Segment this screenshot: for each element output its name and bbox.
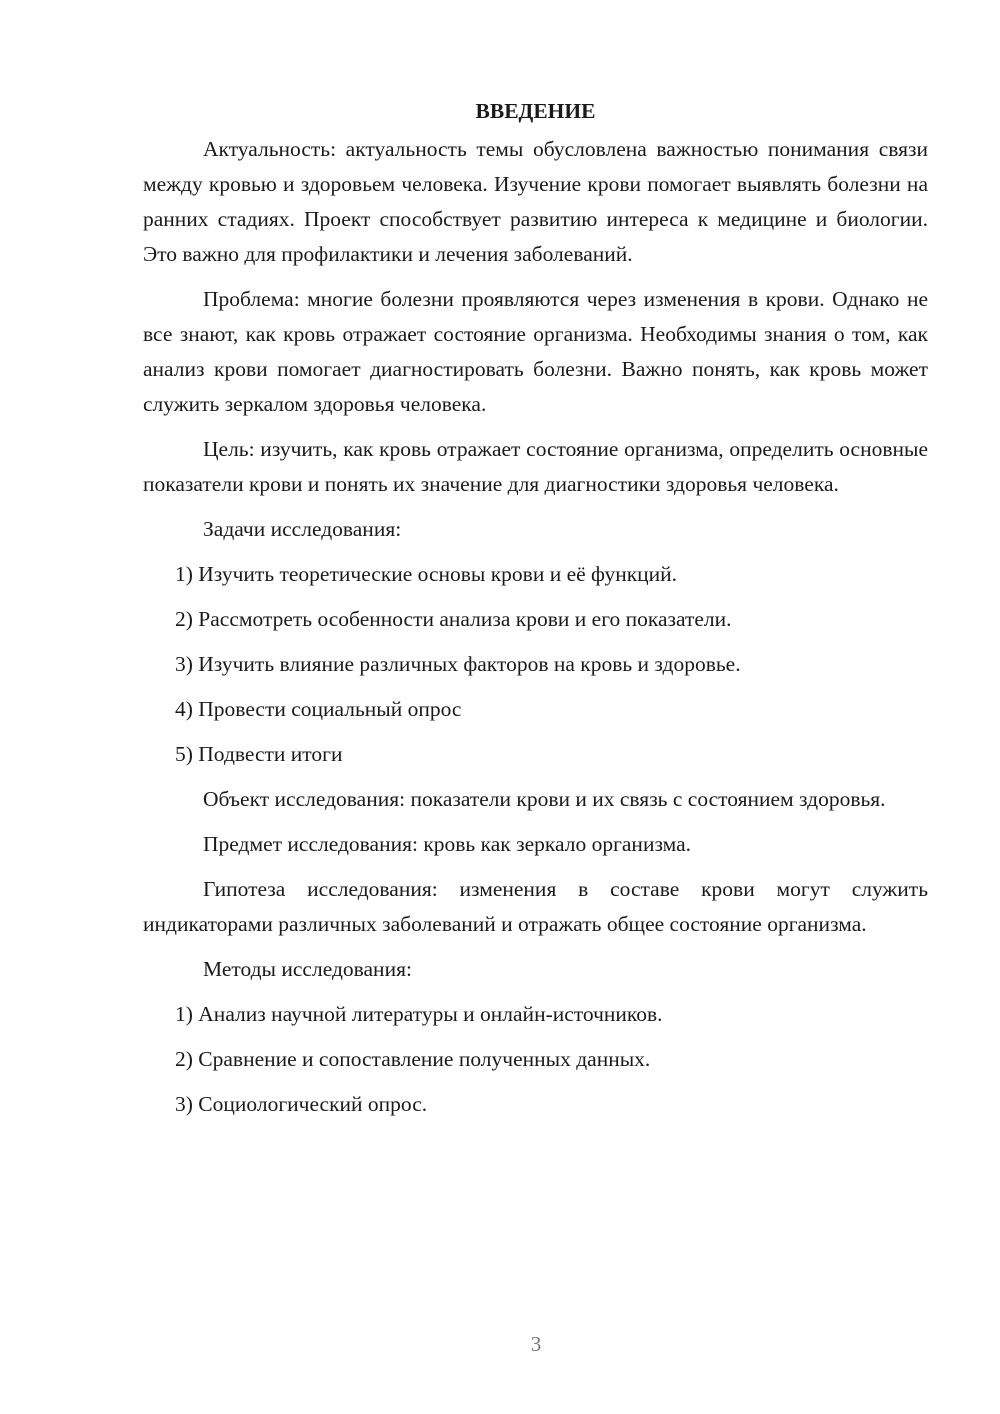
paragraph-goal: Цель: изучить, как кровь отражает состояние организма, определить основные показатели крови и понять их значение для диагностики здоровья человека.	[143, 437, 928, 496]
list-item: 4) Провести социальный опрос	[175, 697, 462, 721]
methods-heading: Методы исследования:	[203, 957, 412, 981]
list-item: 3) Изучить влияние различных факторов на кровь и здоровье.	[175, 652, 741, 676]
list-item: 3) Социологический опрос.	[175, 1092, 428, 1116]
paragraph-problem: Проблема: многие болезни проявляются через изменения в крови. Однако не все знают, как кровь отражает состояние организма. Необходимы знания о том, как анализ крови помогает диагностировать болезни. Важно понять, как кровь может служить зеркалом здоровья человека.	[143, 287, 928, 416]
paragraph-hypothesis: Гипотеза исследования: изменения в составе крови могут служить индикаторами различных заболеваний и отражать общее состояние организма.	[143, 877, 928, 936]
page-content	[143, 96, 928, 1132]
list-item: 2) Рассмотреть особенности анализа крови и его показатели.	[175, 607, 732, 631]
paragraph-subject: Предмет исследования: кровь как зеркало организма.	[203, 832, 692, 856]
tasks-heading: Задачи исследования:	[203, 517, 402, 541]
page-number: 3	[530, 1332, 542, 1356]
list-item: 1) Анализ научной литературы и онлайн-источников.	[175, 1002, 663, 1026]
paragraph-object: Объект исследования: показатели крови и их связь с состоянием здоровья.	[203, 787, 886, 811]
page-title: ВВЕДЕНИЕ	[475, 99, 596, 123]
methods-list	[143, 997, 928, 1122]
paragraph-relevance: Актуальность: актуальность темы обусловлена важностью понимания связи между кровью и здоровьем человека. Изучение крови помогает выявлять болезни на ранних стадиях. Проект способствует развитию интереса к медицине и биологии. Это важно для профилактики и лечения заболеваний.	[143, 137, 928, 266]
list-item: 5) Подвести итоги	[175, 742, 343, 766]
tasks-list	[143, 557, 928, 772]
list-item: 1) Изучить теоретические основы крови и её функций.	[175, 562, 678, 586]
list-item: 2) Сравнение и сопоставление полученных данных.	[175, 1047, 651, 1071]
